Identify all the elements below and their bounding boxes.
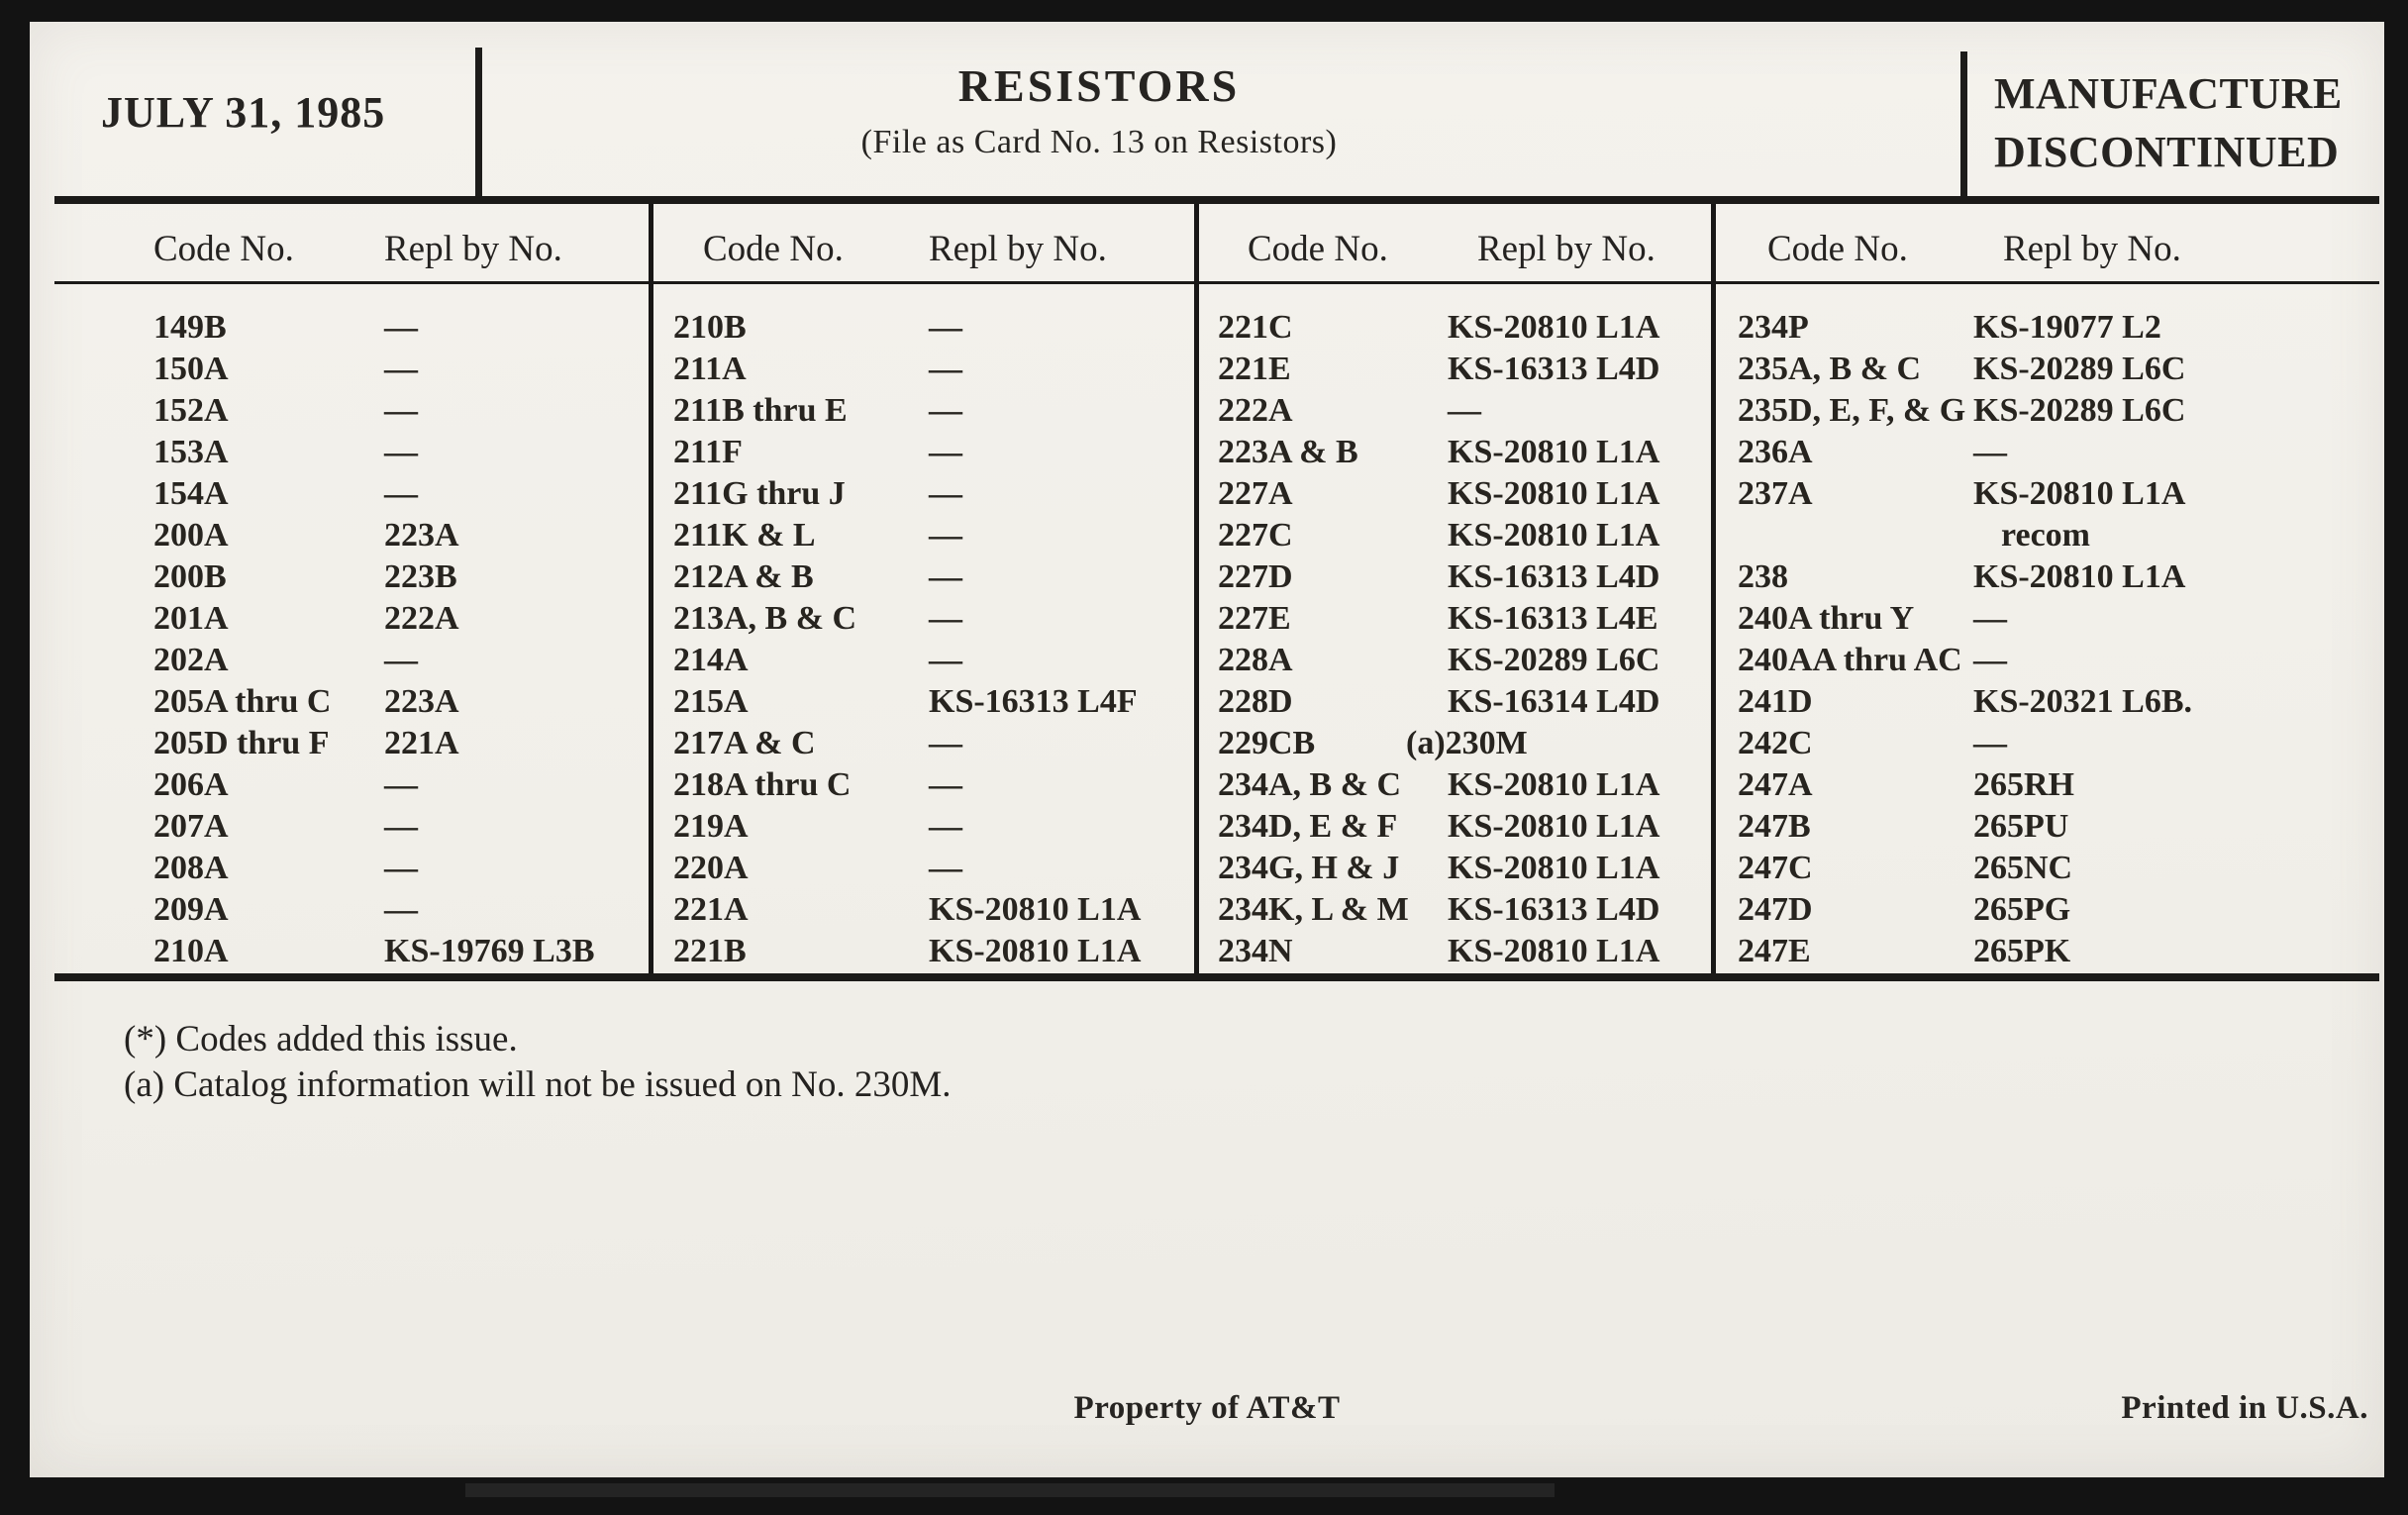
horizontal-rule-top: [54, 196, 2379, 204]
table-row: [153, 432, 649, 473]
code-cell: 218A thru C: [673, 766, 852, 803]
repl-cell: KS-16313 L4D: [1448, 558, 1660, 595]
table-row: [1218, 806, 1708, 848]
repl-cell: —: [929, 558, 962, 595]
table-row: [673, 556, 1188, 598]
table-row: [153, 931, 649, 972]
table-row: [1738, 931, 2381, 972]
repl-cell: KS-16313 L4F: [929, 683, 1138, 720]
repl-cell: 222A: [384, 600, 459, 637]
column-divider: [649, 204, 653, 973]
repl-cell: —: [1973, 725, 2007, 761]
table-row: [673, 889, 1188, 931]
code-cell: 217A & C: [673, 725, 816, 761]
repl-cell: —: [384, 808, 418, 845]
repl-cell: —: [929, 309, 962, 346]
code-cell: 227C: [1218, 517, 1293, 554]
code-cell: 234K, L & M: [1218, 891, 1409, 928]
repl-cell: —: [1973, 642, 2007, 678]
code-cell: 247E: [1738, 933, 1811, 969]
table-row: [673, 390, 1188, 432]
table-row: [153, 806, 649, 848]
table-row: [153, 473, 649, 515]
code-cell: 211K & L: [673, 517, 816, 554]
code-cell: 208A: [153, 850, 229, 886]
column-header-repl: Repl by No.: [1477, 229, 1656, 269]
table-row: [673, 473, 1188, 515]
table-row: [673, 931, 1188, 972]
repl-cell: KS-20810 L1A: [1448, 933, 1660, 969]
repl-cell: 265NC: [1973, 850, 2073, 886]
table-row: [1218, 598, 1708, 640]
table-row: [1738, 515, 2381, 556]
code-cell: 211F: [673, 434, 743, 470]
code-cell: 247C: [1738, 850, 1813, 886]
repl-cell: (a)230M: [1406, 725, 1528, 761]
table-row: [673, 349, 1188, 390]
table-row: [1738, 598, 2381, 640]
code-cell: 235A, B & C: [1738, 351, 1922, 387]
code-cell: 211A: [673, 351, 747, 387]
repl-cell: KS-20810 L1A: [929, 933, 1142, 969]
table-row: [1218, 556, 1708, 598]
code-cell: 235D, E, F, & G: [1738, 392, 1966, 429]
code-cell: 223A & B: [1218, 434, 1358, 470]
code-cell: 210A: [153, 933, 229, 969]
repl-cell: —: [384, 891, 418, 928]
code-cell: 221E: [1218, 351, 1291, 387]
table-row: [1738, 640, 2381, 681]
column-header-repl: Repl by No.: [929, 229, 1107, 269]
table-row: [673, 307, 1188, 349]
table-row: [1738, 723, 2381, 764]
footnote: (*) Codes added this issue.: [124, 1019, 518, 1060]
table-row: [1738, 556, 2381, 598]
repl-cell: —: [929, 642, 962, 678]
repl-cell: KS-16313 L4D: [1448, 351, 1660, 387]
table-row: [1218, 931, 1708, 972]
code-cell: 227D: [1218, 558, 1293, 595]
table-row: [673, 806, 1188, 848]
table-row: [1218, 723, 1708, 764]
page-title: RESISTORS: [957, 60, 1241, 111]
code-cell: 247D: [1738, 891, 1813, 928]
table-row: [153, 598, 649, 640]
repl-cell: —: [929, 808, 962, 845]
table-row: [1738, 349, 2381, 390]
table-row: [1738, 764, 2381, 806]
table-row: [1218, 848, 1708, 889]
code-cell: 201A: [153, 600, 229, 637]
table-row: [673, 598, 1188, 640]
code-cell: 240AA thru AC: [1738, 642, 1962, 678]
table-row: [1738, 390, 2381, 432]
table-row: [153, 723, 649, 764]
repl-cell: KS-20810 L1A: [1448, 475, 1660, 512]
table-row: [1218, 473, 1708, 515]
table-row: [153, 889, 649, 931]
code-cell: 247A: [1738, 766, 1813, 803]
repl-cell: 265RH: [1973, 766, 2074, 803]
table-row: [673, 640, 1188, 681]
table-column-group-3: [1218, 307, 1708, 972]
repl-cell: —: [929, 517, 962, 554]
table-row: [153, 390, 649, 432]
repl-cell: —: [929, 351, 962, 387]
issue-date: JULY 31, 1985: [101, 88, 386, 137]
status-line-2: DISCONTINUED: [1994, 127, 2340, 176]
table-row: [1218, 349, 1708, 390]
table-row: [153, 556, 649, 598]
table-row: [673, 764, 1188, 806]
code-cell: 238: [1738, 558, 1788, 595]
column-header-code: Code No.: [153, 229, 294, 269]
repl-cell: —: [929, 766, 962, 803]
table-row: [153, 681, 649, 723]
code-cell: 213A, B & C: [673, 600, 857, 637]
repl-cell: 221A: [384, 725, 459, 761]
code-cell: 236A: [1738, 434, 1813, 470]
repl-cell: KS-20810 L1A: [929, 891, 1142, 928]
table-row: [153, 349, 649, 390]
code-cell: 247B: [1738, 808, 1811, 845]
repl-cell: recom: [2001, 517, 2090, 554]
repl-cell: 265PU: [1973, 808, 2069, 845]
repl-cell: —: [1973, 600, 2007, 637]
column-header-code: Code No.: [1767, 229, 1908, 269]
column-header-repl: Repl by No.: [2003, 229, 2181, 269]
code-cell: 206A: [153, 766, 229, 803]
repl-cell: KS-20810 L1A: [1448, 766, 1660, 803]
repl-cell: KS-20289 L6C: [1973, 392, 2186, 429]
column-header-code: Code No.: [703, 229, 844, 269]
table-row: [1738, 681, 2381, 723]
column-divider: [1711, 204, 1716, 973]
repl-cell: —: [384, 850, 418, 886]
table-row: [1738, 307, 2381, 349]
table-row: [1738, 848, 2381, 889]
repl-cell: KS-20810 L1A: [1448, 434, 1660, 470]
code-cell: 209A: [153, 891, 229, 928]
repl-cell: KS-16313 L4E: [1448, 600, 1658, 637]
table-row: [1738, 806, 2381, 848]
repl-cell: —: [384, 434, 418, 470]
code-cell: 153A: [153, 434, 229, 470]
code-cell: 234A, B & C: [1218, 766, 1402, 803]
repl-cell: —: [929, 600, 962, 637]
code-cell: 237A: [1738, 475, 1813, 512]
table-row: [1218, 889, 1708, 931]
table-row: [673, 515, 1188, 556]
code-cell: 221C: [1218, 309, 1293, 346]
header-divider-right: [1960, 51, 1967, 198]
code-cell: 242C: [1738, 725, 1813, 761]
code-cell: 234G, H & J: [1218, 850, 1400, 886]
catalog-card: [30, 22, 2384, 1477]
table-column-group-4: [1738, 307, 2381, 972]
code-cell: 202A: [153, 642, 229, 678]
code-cell: 221A: [673, 891, 749, 928]
scan-artifact: [465, 1483, 1555, 1497]
code-cell: 211G thru J: [673, 475, 846, 512]
code-cell: 149B: [153, 309, 227, 346]
repl-cell: 265PK: [1973, 933, 2071, 969]
table-row: [1218, 390, 1708, 432]
repl-cell: —: [384, 642, 418, 678]
code-cell: 219A: [673, 808, 749, 845]
code-cell: 152A: [153, 392, 229, 429]
code-cell: 222A: [1218, 392, 1293, 429]
column-header-code: Code No.: [1248, 229, 1388, 269]
repl-cell: 223A: [384, 683, 459, 720]
code-cell: 150A: [153, 351, 229, 387]
repl-cell: KS-20810 L1A: [1448, 517, 1660, 554]
table-row: [1218, 515, 1708, 556]
table-row: [1218, 764, 1708, 806]
code-cell: 220A: [673, 850, 749, 886]
code-cell: 211B thru E: [673, 392, 848, 429]
repl-cell: KS-20321 L6B.: [1973, 683, 2193, 720]
repl-cell: 223A: [384, 517, 459, 554]
code-cell: 212A & B: [673, 558, 814, 595]
table-row: [1218, 681, 1708, 723]
code-cell: 229CB: [1218, 725, 1316, 761]
code-cell: 200B: [153, 558, 227, 595]
repl-cell: KS-19077 L2: [1973, 309, 2161, 346]
footer-printed-in: Printed in U.S.A.: [2121, 1390, 2368, 1426]
repl-cell: —: [929, 725, 962, 761]
repl-cell: —: [384, 351, 418, 387]
code-cell: 214A: [673, 642, 749, 678]
title-block: [475, 59, 1723, 161]
code-cell: 234N: [1218, 933, 1293, 969]
table-row: [1738, 889, 2381, 931]
horizontal-rule-bottom: [54, 973, 2379, 981]
horizontal-rule-under-headers: [54, 281, 2379, 284]
repl-cell: KS-19769 L3B: [384, 933, 595, 969]
repl-cell: —: [929, 850, 962, 886]
footnote: (a) Catalog information will not be issued on No. 230M.: [124, 1064, 952, 1105]
table-row: [1218, 307, 1708, 349]
repl-cell: —: [384, 475, 418, 512]
repl-cell: KS-20810 L1A: [1448, 808, 1660, 845]
code-cell: 227E: [1218, 600, 1291, 637]
code-cell: 205A thru C: [153, 683, 332, 720]
code-cell: 234D, E & F: [1218, 808, 1398, 845]
table-row: [673, 432, 1188, 473]
repl-cell: —: [929, 434, 962, 470]
repl-cell: —: [384, 766, 418, 803]
table-row: [153, 764, 649, 806]
repl-cell: KS-20810 L1A: [1448, 309, 1660, 346]
table-row: [1218, 432, 1708, 473]
table-row: [153, 640, 649, 681]
code-cell: 205D thru F: [153, 725, 330, 761]
repl-cell: —: [929, 392, 962, 429]
table-row: [153, 515, 649, 556]
table-row: [673, 848, 1188, 889]
repl-cell: KS-16313 L4D: [1448, 891, 1660, 928]
repl-cell: —: [929, 475, 962, 512]
code-cell: 215A: [673, 683, 749, 720]
repl-cell: —: [384, 392, 418, 429]
code-cell: 210B: [673, 309, 747, 346]
table-row: [673, 723, 1188, 764]
table-row: [673, 681, 1188, 723]
table-row: [1738, 473, 2381, 515]
repl-cell: KS-20810 L1A: [1973, 475, 2186, 512]
repl-cell: KS-20289 L6C: [1448, 642, 1660, 678]
repl-cell: —: [1448, 392, 1481, 429]
repl-cell: KS-16314 L4D: [1448, 683, 1660, 720]
code-cell: 207A: [153, 808, 229, 845]
repl-cell: KS-20810 L1A: [1973, 558, 2186, 595]
repl-cell: KS-20289 L6C: [1973, 351, 2186, 387]
code-cell: 200A: [153, 517, 229, 554]
code-cell: 228A: [1218, 642, 1293, 678]
column-header-repl: Repl by No.: [384, 229, 562, 269]
repl-cell: —: [1973, 434, 2007, 470]
table-row: [153, 848, 649, 889]
page-subtitle: (File as Card No. 13 on Resistors): [860, 124, 1338, 160]
code-cell: 154A: [153, 475, 229, 512]
repl-cell: 223B: [384, 558, 457, 595]
table-row: [1738, 432, 2381, 473]
status-line-1: MANUFACTURE: [1994, 69, 2343, 118]
code-cell: 221B: [673, 933, 747, 969]
table-column-group-2: [673, 307, 1188, 972]
code-cell: 228D: [1218, 683, 1293, 720]
repl-cell: KS-20810 L1A: [1448, 850, 1660, 886]
table-row: [1218, 640, 1708, 681]
status-banner: [1994, 65, 2343, 182]
footer-property-notice: Property of AT&T: [1073, 1390, 1341, 1426]
code-cell: 240A thru Y: [1738, 600, 1915, 637]
table-row: [153, 307, 649, 349]
table-column-group-1: [153, 307, 649, 972]
code-cell: 227A: [1218, 475, 1293, 512]
repl-cell: 265PG: [1973, 891, 2071, 928]
code-cell: 241D: [1738, 683, 1813, 720]
code-cell: 234P: [1738, 309, 1809, 346]
column-divider: [1194, 204, 1199, 973]
repl-cell: —: [384, 309, 418, 346]
